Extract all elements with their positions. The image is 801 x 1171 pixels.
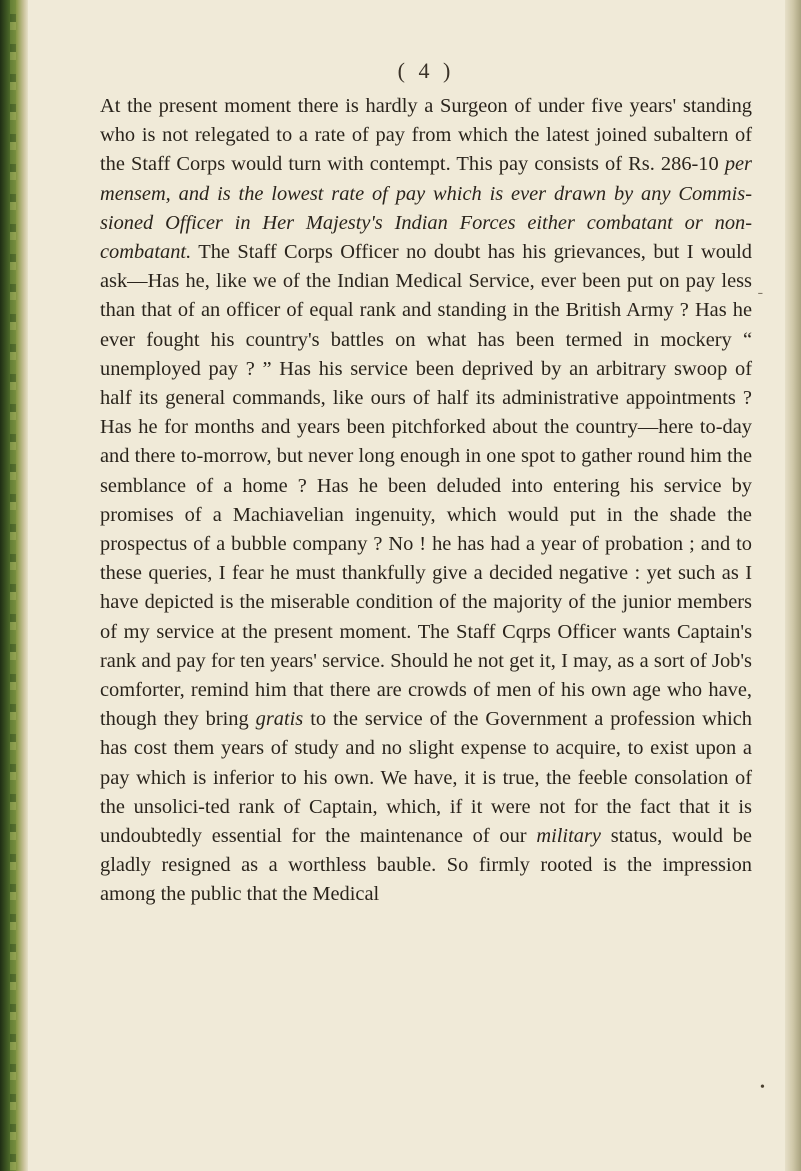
margin-mark: ˗ bbox=[758, 285, 763, 300]
page-right-edge bbox=[785, 0, 801, 1171]
book-spine-edge bbox=[0, 0, 28, 1171]
italic-run: military bbox=[536, 825, 601, 848]
text-run: At the present moment there is hardly a Surgeon of under five years' standing who is not relegated to a rate of pay from which the latest joined subaltern of the Staff Corps would turn with contempt. This pay consists of Rs. 286-10 bbox=[100, 95, 752, 176]
italic-run: per mensem, and is the lowest rate of pay which is ever drawn by any Commis-sioned Officer in Her Majesty's Indian Forces either combatant or non-combatant. bbox=[100, 153, 752, 264]
page-number: ( 4 ) bbox=[397, 58, 455, 83]
text-run: to the service of the Government a profession which has cost them years of study and no slight expense to acquire, to exist upon a pay which is inferior to his own. We have, it is true, the feeble consolation of the unsolici-ted rank of Captain, which, if it were not for the fact that it is undoubtedly essential for the maintenance of our bbox=[100, 708, 752, 848]
text-run: The Staff Corps Officer no doubt has his grievances, but I would ask—Has he, like we of the Indian Medical Service, ever been put on pay less than that of an officer of equal rank and standing in the British Army ? Has he ever fought his country's battles on what has been termed in mockery “ unemployed pay ? ” Has his service been deprived by an arbitrary swoop of half its general commands, like ours of half its administrative appointments ? Has he for months and years been pitchforked about the country—here to-day and there to-morrow, but never long enough in one spot to gather round him the semblance of a home ? Has he been deluded into entering his service by promises of a Machiavelian ingenuity, which would put in the shade the prospectus of a bubble company ? No ! he has had a year of probation ; and to these queries, I fear he must thankfully give a decided negative : yet such as I have depicted is the miserable condition of the majority of the junior members of my service at the present moment. The Staff Cqrps Officer wants Captain's rank and pay for ten years' service. Should he not get it, I may, as a sort of Job's comforter, remind him that there are crowds of men of his own age who have, though they bring bbox=[100, 241, 752, 731]
spine-binding-texture bbox=[10, 0, 16, 1171]
text-run: status, would be gladly resigned as a worthless bauble. So firmly rooted is the impression among the public that the Medical bbox=[100, 825, 752, 906]
body-paragraph bbox=[100, 92, 752, 910]
margin-dot: • bbox=[760, 1080, 765, 1095]
book-page bbox=[100, 58, 752, 910]
italic-run: gratis bbox=[255, 708, 304, 731]
